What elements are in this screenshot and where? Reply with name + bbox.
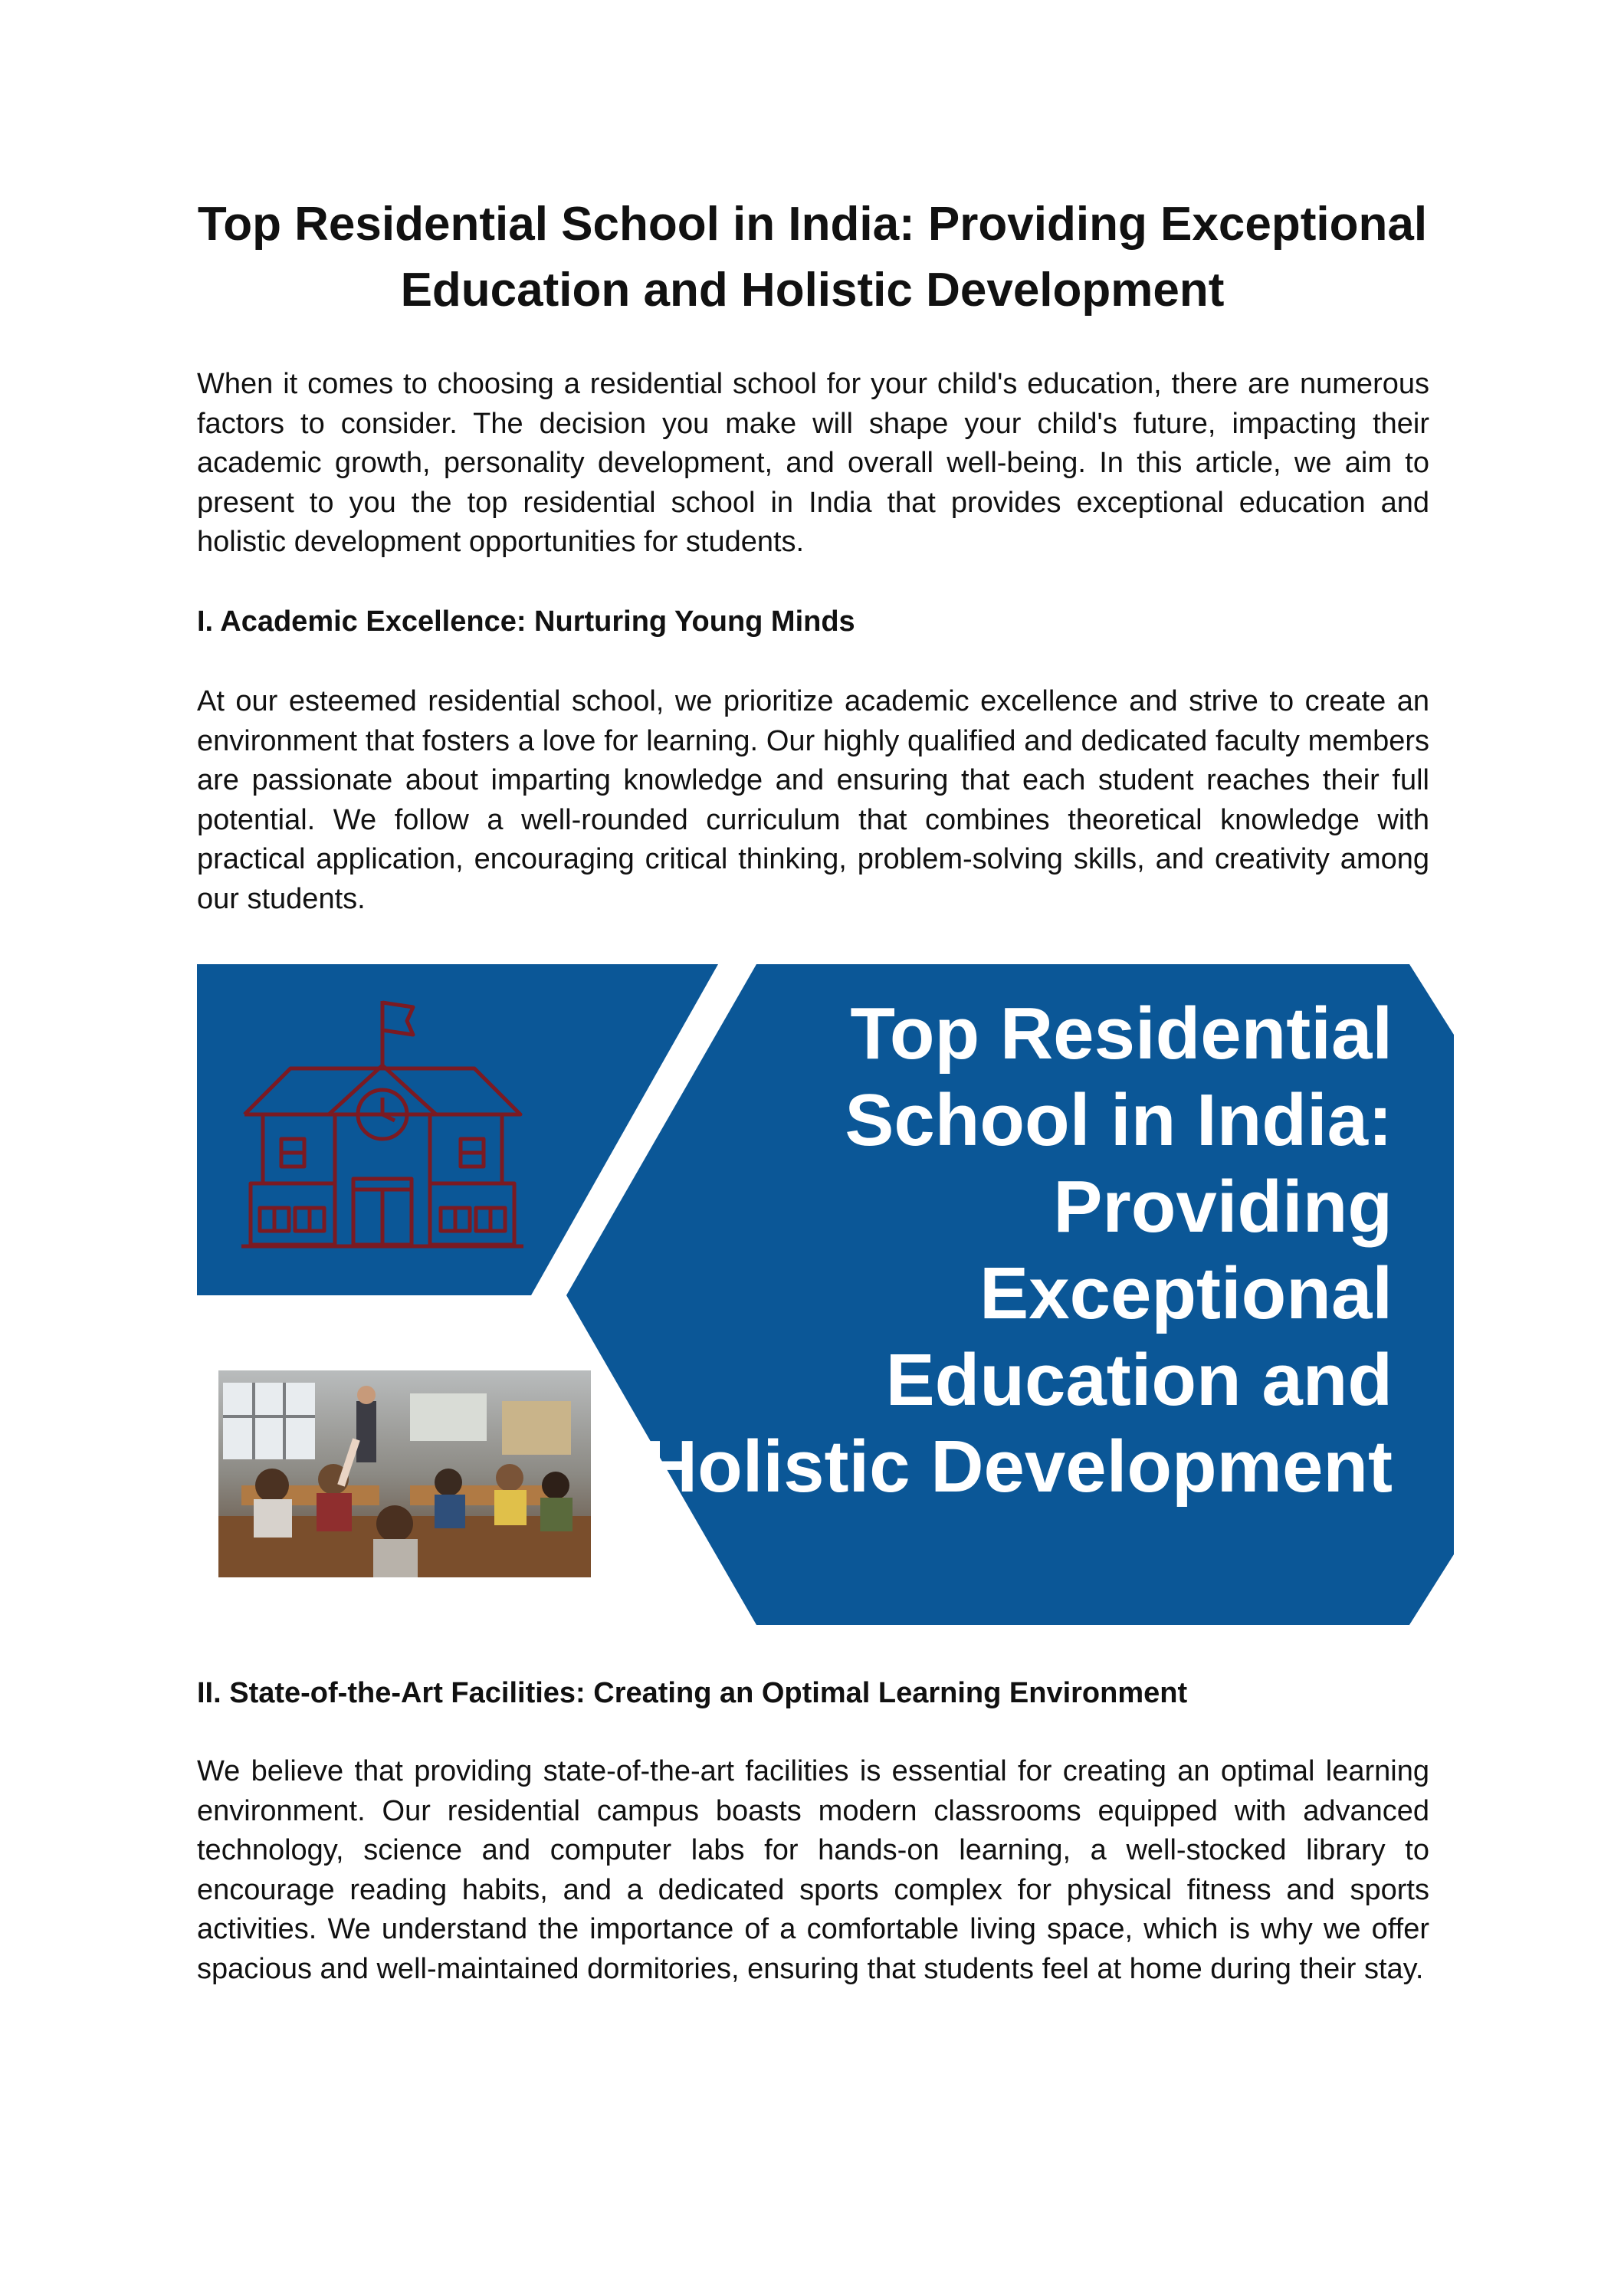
banner-title: Top Residential School in India: Providing Exceptional Education and Holistic Development [644,993,1393,1508]
section-heading-facilities: II. State-of-the-Art Facilities: Creating an Optimal Learning Environment [197,1677,1188,1709]
intro-paragraph: When it comes to choosing a residential school for your child's education, there are numerous factors to consider. The decision you make will shape your child's future, impacting their academic growth, personality development, and overall well-being. In this article, we aim to present to you the top residential school in India that provides exceptional education and holistic development opportunities for students. [197,368,1429,558]
page-title: Top Residential School in India: Providing Exceptional Education and Holistic Development [197,198,1428,317]
banner-image [197,964,1454,1625]
section-body-facilities: We believe that providing state-of-the-art facilities is essential for creating an optimal learning environment. Our residential campus boasts modern classrooms equipped with advanced technology, science and computer labs for hands-on learning, a well-stocked library to encourage reading habits, and a dedicated sports complex for physical fitness and sports activities. We understand the importance of a comfortable living space, which is why we offer spacious and well-maintained dormitories, ensuring that students feel at home during their stay. [197,1755,1429,1985]
section-heading-academic: I. Academic Excellence: Nurturing Young Minds [197,605,855,638]
school-building-icon [237,992,528,1252]
classroom-photo [218,1370,591,1577]
section-body-academic: At our esteemed residential school, we prioritize academic excellence and strive to create an environment that fosters a love for learning. Our highly qualified and dedicated faculty members are passionate about imparting knowledge and ensuring that each student reaches their full potential. We follow a well-rounded curriculum that combines theoretical knowledge with practical application, encouraging critical thinking, problem-solving skills, and creativity among our students. [197,685,1429,915]
